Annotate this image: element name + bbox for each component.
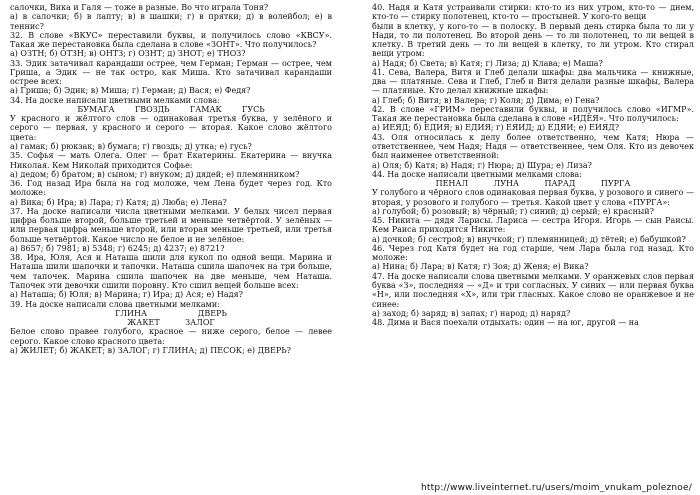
question-47: 47. На доске написали слова цветными мелками. У оранжевых слов первая буква «З», последняя — «Д» и три согласных. У синих — или первая буква «Н», или последняя «Х», или три гласных. Какое слово не оранжевое и не синее: — [372, 271, 694, 309]
answer-options: а) 8657; б) 7981; в) 5348; г) 6245; д) 4237; е) 8721? — [10, 243, 225, 253]
answer-options: а) ОЗТН; б) ОТЗН; в) ОНТЗ; г) ОЗНТ; д) ЗНОТ; е) ТНОЗ? — [10, 49, 246, 59]
question-48: 48. Дима и Вася поехали отдыхать: один — на юг, другой — на — [372, 318, 639, 328]
left-page — [10, 3, 332, 483]
answer-options: а) Наташа; б) Юля; в) Марина; г) Ира; д) Ася; е) Надя? — [10, 290, 243, 300]
answer-options: а) заход; б) заряд; в) запах; г) народ; д) наряд? — [372, 308, 571, 318]
question-text: Белое слово правее голубого, красное — ниже серого, белое — левее серого. Какое слово красного цвета: — [10, 327, 332, 346]
question-37: 37. На доске написали числа цветными мелками. У белых чисел первая цифра больше второй, больше третьей и меньше четвёртой. У зелёных — или первая цифра меньше второй, или вторая меньше третьей, или третья больше четвёртой. Какое число не белое и не зелёное: — [10, 206, 332, 244]
answer-options: а) ИЕЯД; б) ЕДИЯ; в) ЕДИЯ; г) ЕЯИД; д) ЕДЯИ; е) ЕИЯД? — [372, 123, 620, 133]
source-url[interactable]: http://www.liveinternet.ru/users/moim_vnukam_poleznoe/ — [421, 483, 692, 493]
word-list: БУМАГА ГВОЗДЬ ГАМАК ГУСЬ — [77, 104, 265, 114]
question-40: 40. Надя и Катя устраивали стирки: кто-то из них утром, кто-то — днем, кто-то — стирку полотенец, кто-то — простыней. У кого-то вещи — [372, 3, 694, 22]
word-list: ГЛИНА ДВЕРЬ — [115, 308, 227, 318]
answer-options: а) в салочки; б) в лапту; в) в шашки; г) в прятки; д) в волейбол; е) в теннис? — [10, 12, 332, 31]
answer-options: а) Надя; б) Света; в) Катя; г) Лиза; д) Клава; е) Маша? — [372, 58, 603, 68]
answer-options: а) Нина; б) Лара; в) Катя; г) Зоя; д) Женя; е) Вика? — [372, 262, 589, 272]
question-35: 35. Софья — мать Олега. Олег — брат Екатерины. Екатерина — внучка Николая. Кем Николай приходится Софье: — [10, 151, 332, 170]
question-text: были в клетку, у кого-то — в полоску. В первый день стирка была то ли у Нади, то ли полотенец. Во второй день — то ли полотенец, то ли вещей в клетку. В третий день — то ли вещей в клетку, то ли утром. Кто стирал вещи утром: — [372, 21, 694, 59]
question-33: 33. Эдик затачивал карандаши острее, чем Герман; Герман — острее, чем Гриша, а Эдик — не так остро, как Миша. Кто затачивал карандаши острее всех: — [10, 58, 332, 87]
question-text: У голубого и чёрного слов одинаковая первая буква, у розового и синего — вторая, у розового и голубого — третья. Какой цвет у слова «ПУРГА»: — [372, 188, 694, 207]
answer-options: а) Глеб; б) Витя; в) Валера; г) Коля; д) Дима; е) Гена? — [372, 95, 600, 105]
answer-options: а) гамак; б) рюкзак; в) бумага; г) гвоздь; д) утка; е) гусь? — [10, 141, 252, 151]
question-36: 36. Год назад Ира была на год моложе, чем Лена будет через год. Кто моложе: — [10, 179, 332, 198]
answer-options: а) Вика; б) Ира; в) Лара; г) Катя; д) Люба; е) Лена? — [10, 197, 227, 207]
question-42: 42. В слове «ГРИМ» переставили буквы, и получилось слово «ИГМР». Такая же перестановка была сделана в слове «ИДЕЯ». Что получилось: — [372, 104, 694, 124]
answer-options: а) Гриша; б) Эдик; в) Миша; г) Герман; д) Вася; е) Федя? — [10, 86, 251, 96]
text-line: салочки, Вика и Галя — тоже в разные. Во что играла Тоня? — [10, 3, 269, 12]
question-34: 34. На доске написали цветными мелками слова: — [10, 95, 220, 105]
question-44: 44. На доске написали цветными мелками слова: — [372, 169, 582, 179]
answer-options: а) ЖИЛЕТ; б) ЖАКЕТ; в) ЗАЛОГ; г) ГЛИНА; д) ПЕСОК; е) ДВЕРЬ? — [10, 345, 291, 355]
answer-options: а) Оля; б) Катя; в) Надя; г) Нюра; д) Шура; е) Лиза? — [372, 160, 592, 170]
question-45: 45. Никита — дядя Ларисы. Лариса — сестра Игоря. Игорь — сын Раисы. Кем Раиса приходится Никите: — [372, 216, 694, 235]
question-32: 32. В слове «ВКУС» переставили буквы, и получилось слово «КВСУ». Такая же перестановка была сделана в слове «ЗОНТ». Что получилось? — [10, 30, 332, 50]
word-list: ПЕНАЛ ЛУНА ПАРАД ПУРГА — [435, 179, 631, 189]
answer-options: а) голубой; б) розовый; в) чёрный; г) синий; д) серый; е) красный? — [372, 206, 654, 216]
question-38: 38. Ира, Юля, Ася и Наташа шили для кукол по одной вещи. Марина и Наташа шили шапочки и тапочки. Наташа сшила шапочек на три больше, чем тапочек. Марина сшила шапочек на две меньше, чем Наташа. Тапочек эти девочки сшили поровну. Кто сшил вещей больше всех: — [10, 253, 332, 290]
question-43: 43. Оля относилась к делу более ответственно, чем Катя; Нюра — ответственнее, чем Надя; Надя — ответственнее, чем Оля. Кто из девочек был наименее ответственной: — [372, 132, 694, 161]
question-text: У красного и жёлтого слов — одинаковая третья буква, у зелёного и серого — первая, у красного и серого — вторая. Какое слово жёлтого цвета: — [10, 114, 332, 142]
word-list: ЖАКЕТ ЗАЛОГ — [127, 318, 215, 328]
answer-options: а) дедом; б) братом; в) сыном; г) внуком; д) дядей; е) племянником? — [10, 169, 300, 179]
right-page — [372, 3, 694, 483]
answer-options: а) дочкой; б) сестрой; в) внучкой; г) племянницей; д) тётей; е) бабушкой? — [372, 234, 686, 244]
question-46: 46. Через год Катя будет на год старше, чем Лара была год назад. Кто моложе: — [372, 243, 694, 263]
question-41: 41. Сева, Валера, Витя и Глеб делали шкафы: два мальчика — книжные, два — платяные. Сева и Глеб, Глеб и Витя делали разные шкафы, Валера — платяные. Кто делал книжные шкафы: — [372, 67, 694, 96]
question-39: 39. На доске написали слова цветными мелками: — [10, 299, 220, 309]
